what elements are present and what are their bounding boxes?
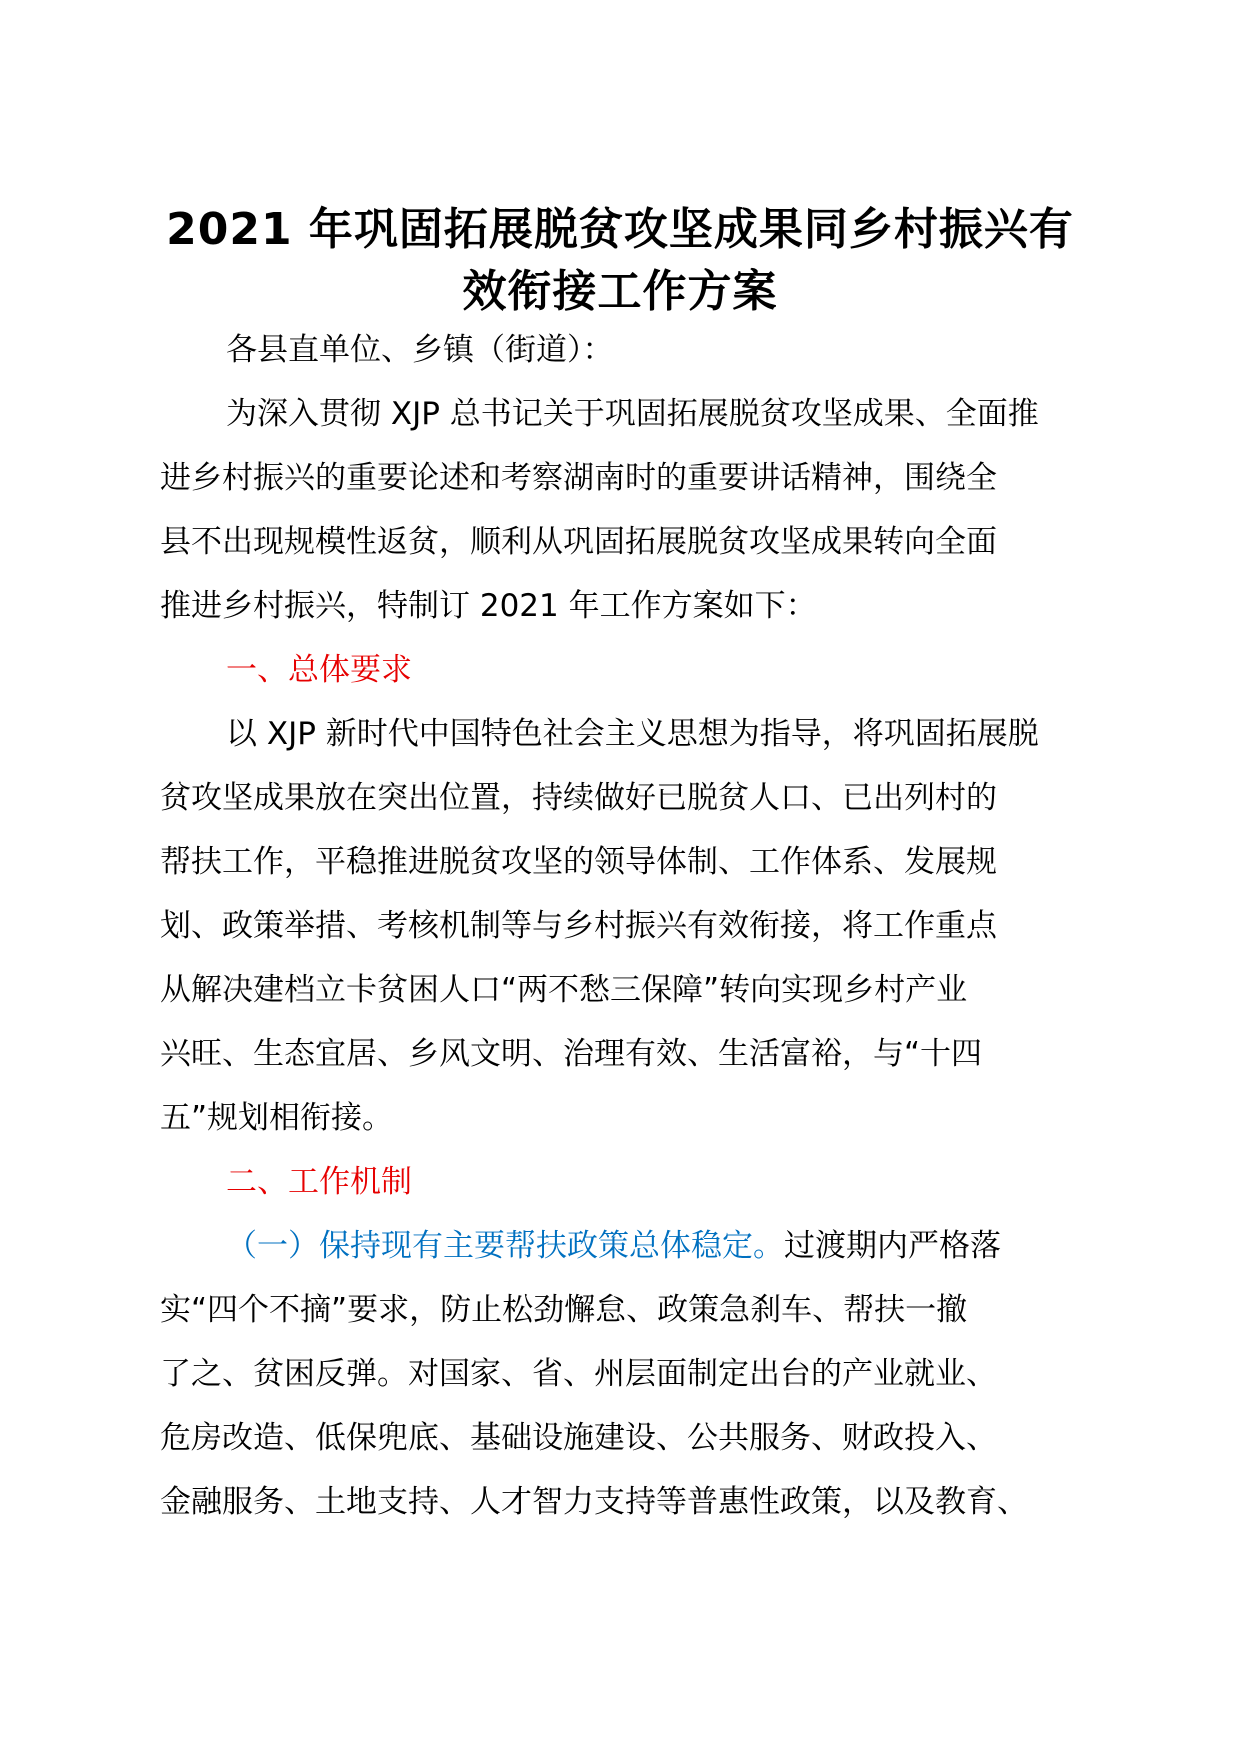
subsection-1-text: 过渡期内严格落 bbox=[784, 1228, 1001, 1264]
document-body bbox=[160, 318, 1100, 1534]
section-2-heading: 二、工作机制 bbox=[226, 1164, 412, 1200]
document-title-line-2: 效衔接工作方案 bbox=[462, 266, 778, 317]
document-title-line-1: 2021 年巩固拓展脱贫攻坚成果同乡村振兴有 bbox=[166, 204, 1074, 255]
intro-line: 县不出现规模性返贫，顺利从巩固拓展脱贫攻坚成果转向全面 bbox=[160, 524, 997, 560]
subsection-1-heading: （一）保持现有主要帮扶政策总体稳定。 bbox=[226, 1228, 784, 1264]
section-1-line: 贫攻坚成果放在突出位置，持续做好已脱贫人口、已出列村的 bbox=[160, 780, 997, 816]
intro-line: 推进乡村振兴，特制订 2021 年工作方案如下： bbox=[160, 588, 817, 624]
section-1-line: 从解决建档立卡贫困人口“两不愁三保障”转向实现乡村产业 bbox=[160, 972, 968, 1008]
section-2-line: 了之、贫困反弹。对国家、省、州层面制定出台的产业就业、 bbox=[160, 1356, 997, 1392]
section-2-line: 实“四个不摘”要求，防止松劲懈怠、政策急刹车、帮扶一撤 bbox=[160, 1292, 968, 1328]
section-2-line: 金融服务、土地支持、人才智力支持等普惠性政策，以及教育、 bbox=[160, 1484, 1028, 1520]
section-1-line: 兴旺、生态宜居、乡风文明、治理有效、生活富裕，与“十四 bbox=[160, 1036, 983, 1072]
intro-line: 进乡村振兴的重要论述和考察湖南时的重要讲话精神，围绕全 bbox=[160, 460, 997, 496]
section-1-heading: 一、总体要求 bbox=[226, 652, 412, 688]
section-1-line: 帮扶工作，平稳推进脱贫攻坚的领导体制、工作体系、发展规 bbox=[160, 844, 997, 880]
section-1-line: 五”规划相衔接。 bbox=[160, 1100, 394, 1136]
section-2-line: 危房改造、低保兜底、基础设施建设、公共服务、财政投入、 bbox=[160, 1420, 997, 1456]
section-1-line: 以 XJP 新时代中国特色社会主义思想为指导，将巩固拓展脱 bbox=[226, 716, 1039, 752]
intro-line: 为深入贯彻 XJP 总书记关于巩固拓展脱贫攻坚成果、全面推 bbox=[226, 396, 1039, 432]
section-1-line: 划、政策举措、考核机制等与乡村振兴有效衔接，将工作重点 bbox=[160, 908, 997, 944]
section-2-subsection-1-first-line bbox=[160, 1214, 1100, 1278]
salutation: 各县直单位、乡镇（街道）： bbox=[226, 332, 614, 368]
